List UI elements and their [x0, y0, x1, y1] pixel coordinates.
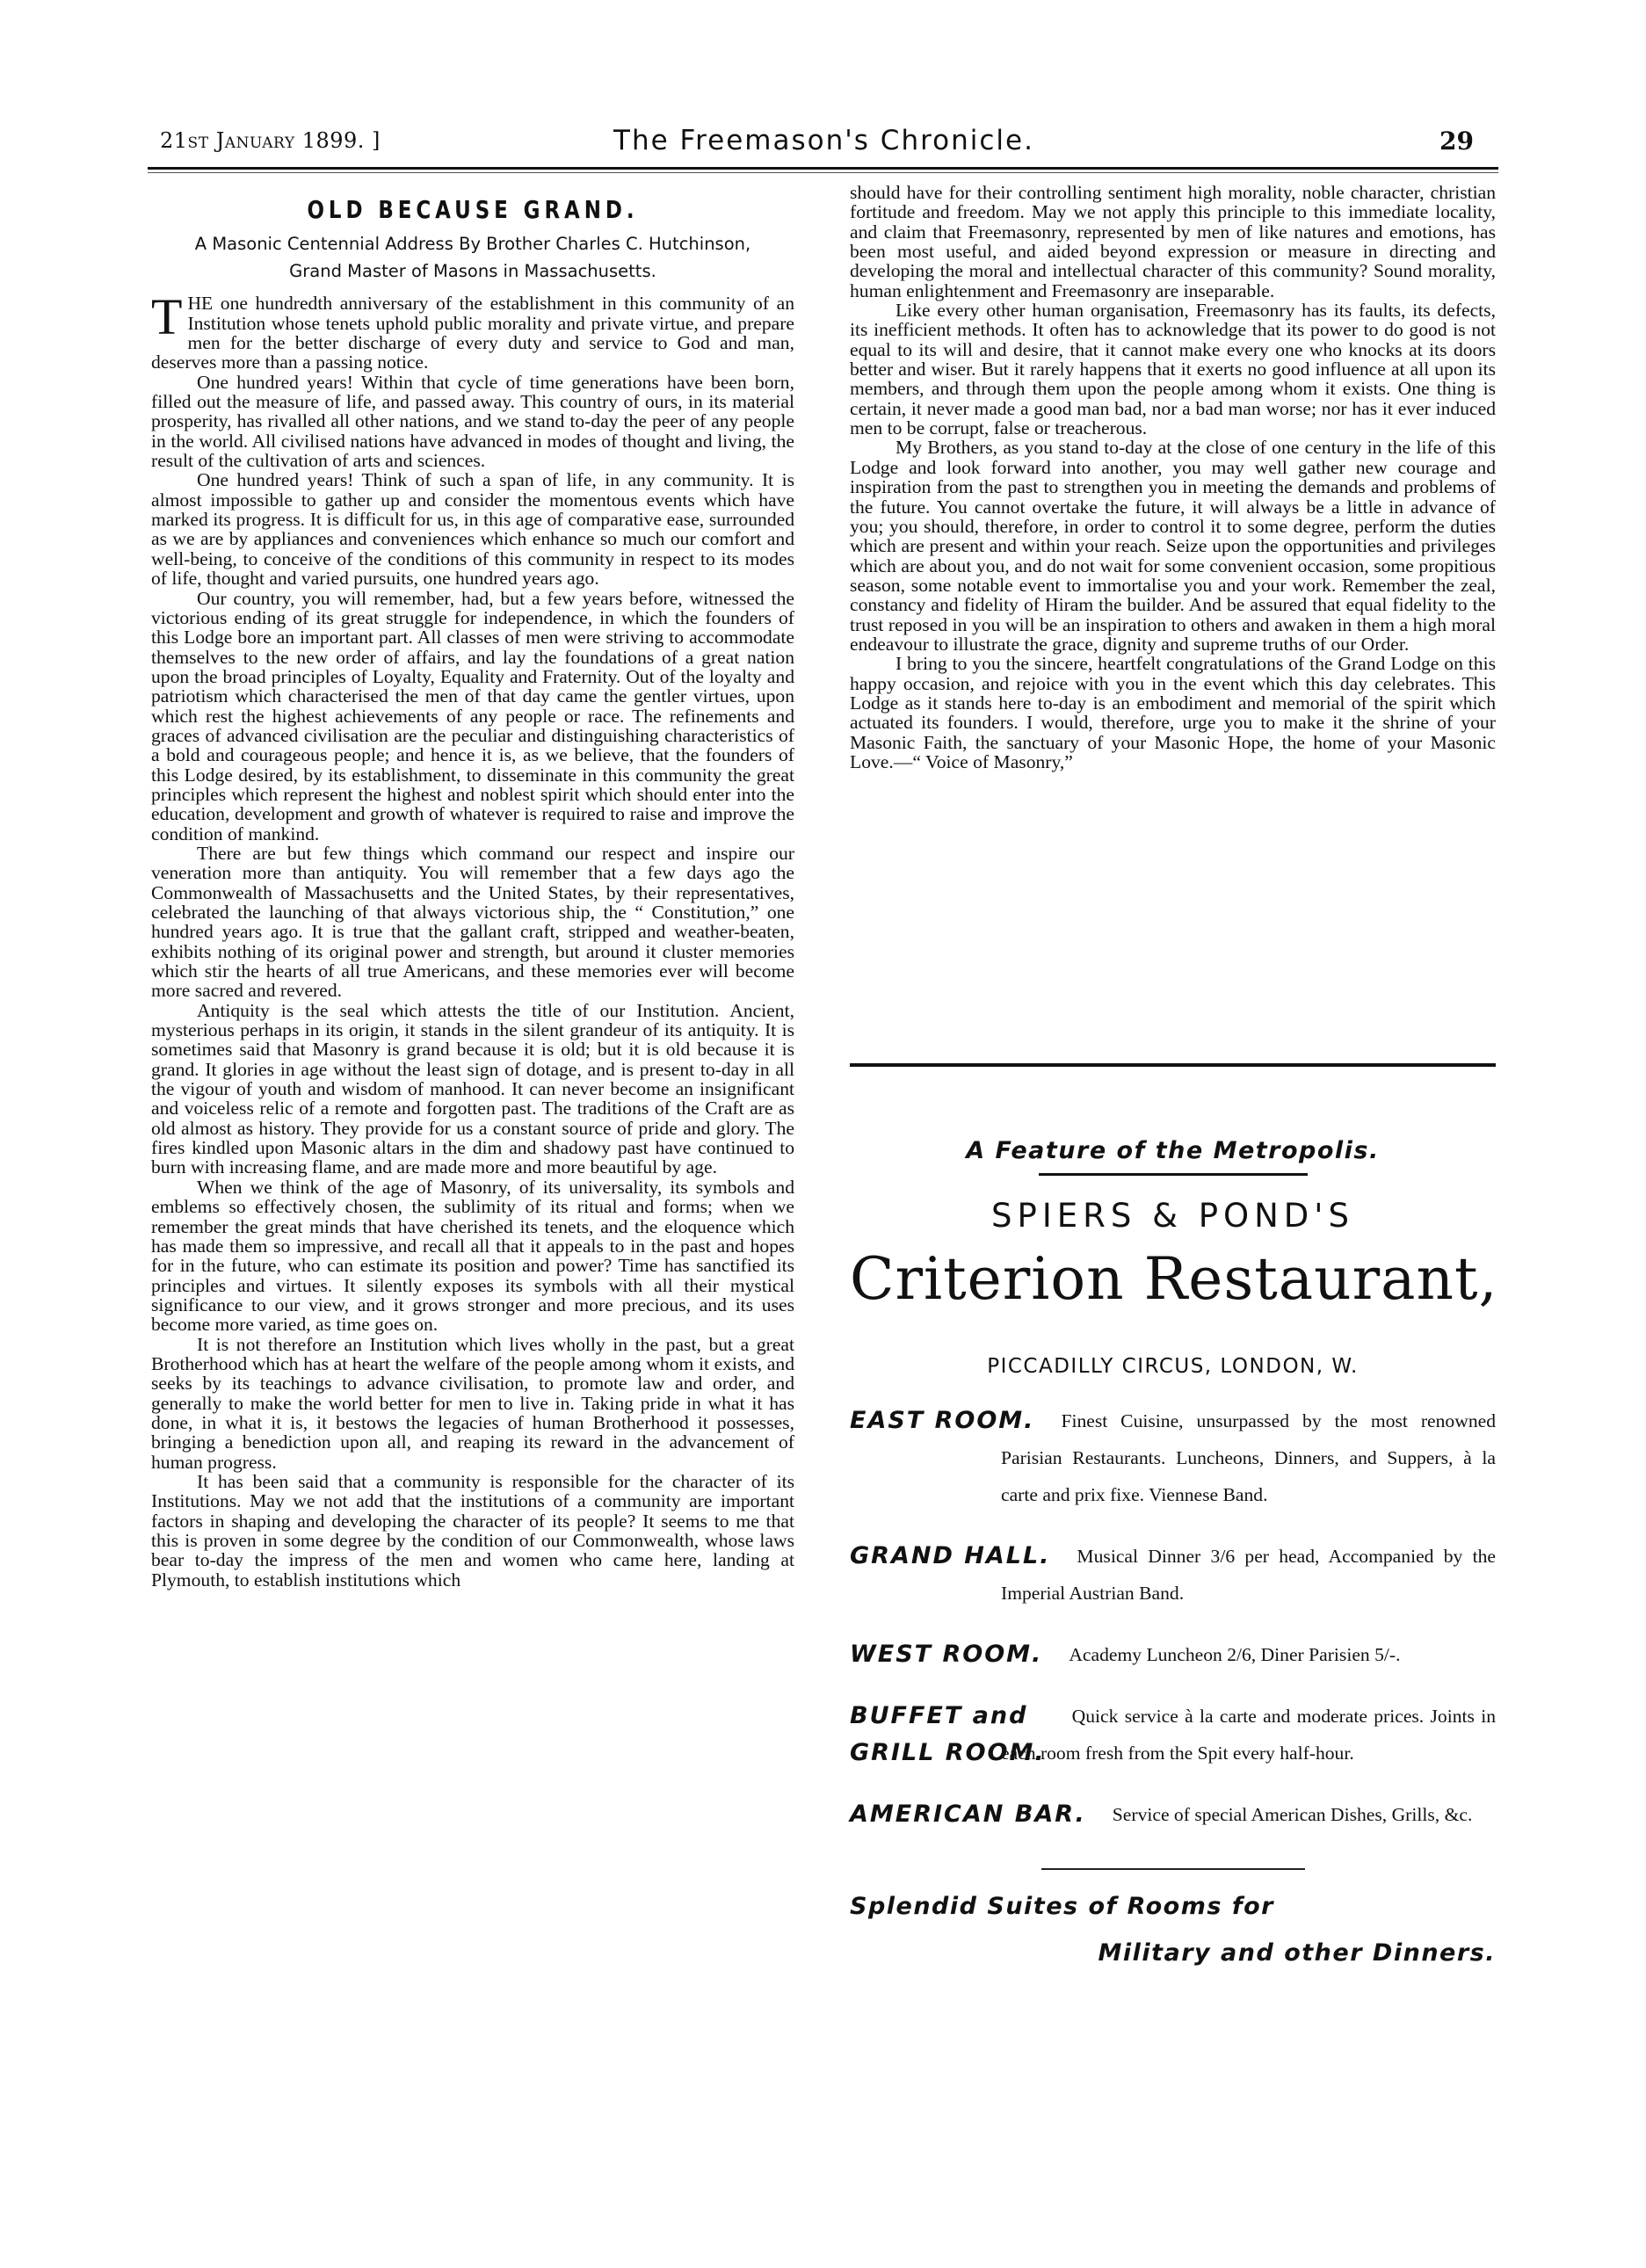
ad-room-west	[850, 1636, 1496, 1673]
ad-feature-heading: A Feature of the Metropolis.	[966, 1137, 1380, 1164]
article-paragraph: It has been said that a community is responsible for the character of its Institutions. May we not add that the institutions of a community are important factors in shaping and developing the character of its people? It seems to me that this is proven in some degree by the condition of our Commonwealth, whose laws bear to-day the impress of the men and women who came here, landing at Plymouth, to establish institutions which	[151, 1470, 794, 1590]
date-year: 1899. ]	[301, 128, 381, 153]
room-name-line-2: GRILL ROOM.	[850, 1739, 1046, 1766]
ad-suites-line-1: Splendid Suites of Rooms for	[850, 1893, 1274, 1920]
article-paragraph: My Brothers, as you stand to-day at the close of one century in the life of this Lodge and look forward into another, you may well gather new courage and inspiration from the past to strengthen you in meeting the demands and problems of the future. You cannot overtake the future, it will always be a little in advance of you; you should, therefore, in order to control it to some degree, perform the duties which are present and within your reach. Seize upon the opportunities and privileges which are about you, and do not wait for some convenient occasion, some propitious season, some notable event to immortalise you and your work. Remember the zeal, constancy and fidelity of Hiram the builder. And be assured that equal fidelity to the trust reposed in you will be an inspiration to others and awaken in them a high moral endeavour to illustrate the grace, dignity and supreme truths of our Order.	[850, 437, 1496, 655]
article-paragraph: When we think of the age of Masonry, of its universality, its symbols and emblems so effectively chosen, the sublimity of its ritual and forms; when we remember the great minds that have cherished its tenets, and the eloquence which has made them so impressive, and recall all that it appeals to in the past and hopes for in the future, who can estimate its position and power? Time has sanctified its principles and virtues. It silently exposes its symbols with all their mystical significance to our view, and it grows stronger and more precious, and its uses become more varied, as time goes on.	[151, 1176, 794, 1336]
room-name: AMERICAN BAR.	[850, 1801, 1086, 1828]
article-paragraph: There are but few things which command our respect and inspire our veneration more than antiquity. You will remember that a few days ago the Commonwealth of Massachusetts and the United States, by their representatives, celebrated the launching of that always victorious ship, the “ Constitution,” one hundred years ago. It is true that the gallant craft, stripped and weather-beaten, exhibits nothing of its original power and strength, but around it cluster memories which stir the hearts of all true Americans, and these memories ever will become more sacred and revered.	[151, 842, 794, 1002]
room-name: WEST ROOM.	[850, 1641, 1043, 1668]
article-paragraph	[151, 288, 794, 373]
article-paragraph: Our country, you will remember, had, but a few years before, witnessed the victorious ending of its great struggle for independence, in which the founders of this Lodge bore an important part. All classes of men were striving to accommodate themselves to the new order of affairs, and lay the foundations of a great nation upon the broad principles of Loyalty, Equality and Fraternity. Out of the loyalty and patriotism which characterised the men of that day came the gentler virtues, upon which rest the highest achievements of any people or race. The refinements and graces of advanced civilisation are the peculiar and distinguishing characteristics of a bold and courageous people; and hence it is, as we believe, that the founders of this Lodge desired, by its establishment, to disseminate in this community the great principles which represent the highest and noblest spirit which should enter into the education, development and growth of whatever is required to raise and improve the condition of mankind.	[151, 587, 794, 844]
ad-suites-line-2: Military and other Dinners.	[1098, 1939, 1496, 1967]
date-month: January	[215, 128, 295, 153]
ad-room-grand-hall	[850, 1538, 1496, 1612]
room-name: GRAND HALL.	[850, 1542, 1051, 1569]
section-divider	[850, 1063, 1496, 1067]
ad-proprietors: SPIERS & POND'S	[991, 1197, 1354, 1235]
ad-rule	[1041, 1868, 1305, 1870]
article-paragraph: Like every other human organisation, Freemasonry has its faults, its defects, its inefficient methods. It often has to acknowledge that its power to do good is not equal to its will and desire, that it cannot make every one who knocks at its doors better and wiser. But it rarely happens that it exerts no good influence at all upon its members, and through them upon the people among whom it exists. One thing is certain, it never made a good man bad, nor a bad man worse; nor has it ever induced men to be corrupt, false or treacherous.	[850, 300, 1496, 439]
ad-feature-rule	[1039, 1173, 1308, 1176]
article-paragraph: Antiquity is the seal which attests the title of our Institution. Ancient, mysterious perhaps in its origin, it stands in the silent grandeur of its antiquity. It is sometimes said that Masonry is grand because it is old; but it is old because it is grand. It glories in age without the least sign of dotage, and is present to-day in all the vigour of youth and wisdom of manhood. It can never become an insignificant and voiceless relic of a remote and forgotten past. The traditions of the Craft are as old almost as history. They provide for us a constant source of pride and glory. The fires kindled upon Masonic altars in the dim and shadowy past have continued to burn with increasing flame, and are made more and more beautiful by age.	[151, 999, 794, 1178]
ad-room-buffet-grill	[850, 1698, 1496, 1772]
ad-room-american-bar	[850, 1796, 1496, 1833]
left-column	[151, 183, 794, 1590]
page-number: 29	[1439, 127, 1474, 156]
right-column	[850, 183, 1496, 772]
article-paragraph: One hundred years! Think of such a span of life, in any community. It is almost impossible to gather up and consider the momentous events which have marked its progress. It is difficult for us, in this age of comparative ease, surrounded as we are by appliances and conveniences which enhance so much our comfort and well-being, to conceive of the conditions of this community in respect to its modes of life, thought and varied pursuits, one hundred years ago.	[151, 469, 794, 590]
ad-restaurant-name: Criterion Restaurant,	[850, 1245, 1498, 1313]
article-paragraph: should have for their controlling sentiment high morality, noble character, christian fortitude and freedom. May we not apply this principle to this immediate locality, and claim that Freemasonry, represented by men of like natures and emotions, has been most useful, and aided beyond expression or measure in directing and developing the moral and intellectual character of this community? Sound morality, human enlightenment and Freemasonry are inseparable.	[850, 182, 1496, 301]
subtitle-line-1: A Masonic Centennial Address By Brother Charles C. Hutchinson,	[194, 234, 751, 255]
subtitle-line-2: Grand Master of Masons in Massachusetts.	[289, 261, 656, 282]
room-description: Service of special American Dishes, Grills, &c.	[1112, 1804, 1473, 1825]
header-rule-thin	[148, 172, 1498, 173]
room-description: Musical Dinner 3/6 per head, Accompanied by the Imperial Austrian Band.	[1001, 1546, 1496, 1604]
room-description: Finest Cuisine, unsurpassed by the most renowned Parisian Restaurants. Luncheons, Dinners, and Suppers, à la carte and prix fixe. Viennese Band.	[1001, 1410, 1496, 1505]
publication-title: The Freemason's Chronicle.	[613, 125, 1034, 156]
room-name-line-1: BUFFET and	[850, 1702, 1028, 1729]
drop-cap: T	[151, 288, 183, 346]
room-name: EAST ROOM.	[850, 1407, 1035, 1434]
header-rule	[148, 167, 1498, 170]
paragraph-text: HE one hundredth anniversary of the establishment in this community of an Institution whose tenets uphold public morality and private virtue, and prepare men for the better discharge of every duty and service to God and man, deserves more than a passing notice.	[151, 293, 794, 373]
ad-room-east	[850, 1402, 1496, 1513]
article-paragraph: It is not therefore an Institution which lives wholly in the past, but a great Brotherhood which has at heart the welfare of the people among whom it exists, and seeks by its teachings to advance civilisation, to promote law and order, and generally to make the world better for men to live in. Taking pride in what it has done, in what it is, it bestows the legacies of human Brotherhood it possesses, bringing a benediction upon all, and reaping its reward in the advancement of human progress.	[151, 1333, 794, 1473]
room-description: Quick service à la carte and moderate prices. Joints in each room fresh from the Spit every half-hour.	[1001, 1706, 1496, 1764]
restaurant-advertisement	[850, 1116, 1496, 1967]
article-title: OLD BECAUSE GRAND.	[307, 195, 639, 224]
ad-address: PICCADILLY CIRCUS, LONDON, W.	[987, 1355, 1359, 1378]
article-paragraph: I bring to you the sincere, heartfelt congratulations of the Grand Lodge on this happy occasion, and rejoice with you in the event which this day celebrates. This Lodge as it stands here to-day is an embodiment and memorial of the spirit which actuated its founders. I would, therefore, urge you to make it the shrine of your Masonic Faith, the sanctuary of your Masonic Hope, the home of your Masonic Love.—“ Voice of Masonry,”	[850, 653, 1496, 772]
room-name	[850, 1698, 1046, 1772]
page-header	[149, 125, 1498, 160]
article-subtitle	[151, 230, 794, 285]
article-paragraph: One hundred years! Within that cycle of time generations have been born, filled out the measure of life, and passed away. This country of ours, in its material prosperity, has rivalled all other nations, and we stand to-day the peer of any people in the world. All civilised nations have advanced in modes of thought and living, the result of the cultivation of arts and sciences.	[151, 371, 794, 472]
date-suffix: st	[187, 128, 209, 153]
date-day: 21	[160, 128, 188, 153]
room-description: Academy Luncheon 2/6, Diner Parisien 5/-.	[1069, 1644, 1401, 1665]
